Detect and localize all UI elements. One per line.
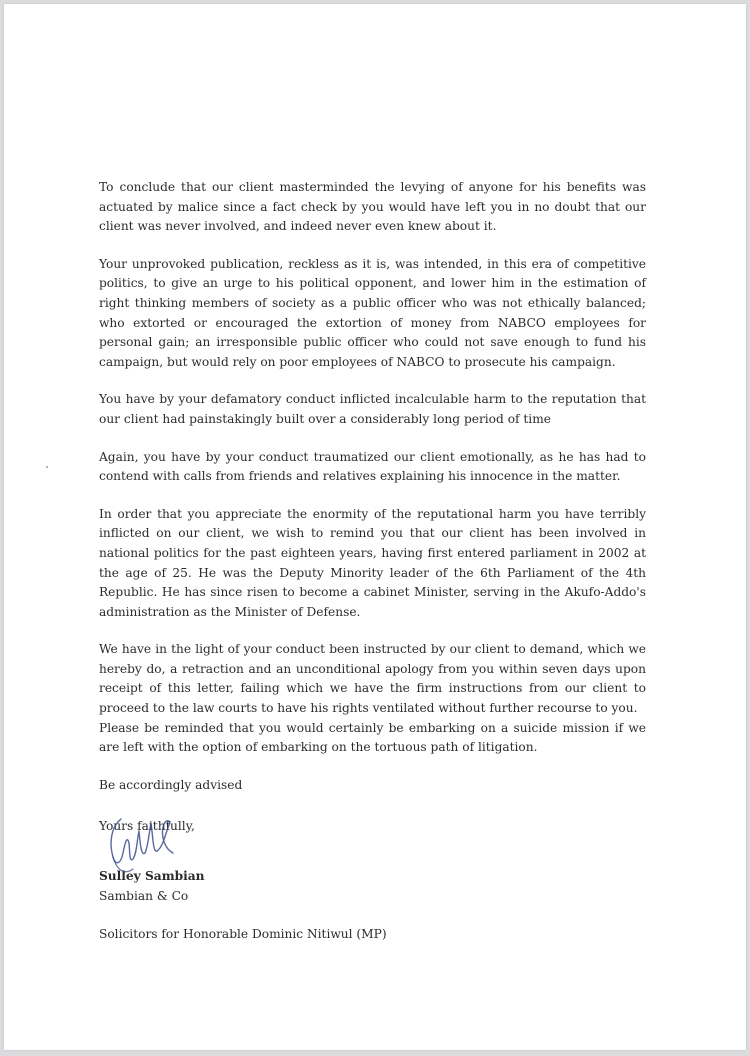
solicitors-line: Solicitors for Honorable Dominic Nitiwul (MP) — [99, 927, 387, 942]
signature-icon — [107, 813, 177, 883]
signer-name: Sulley Sambian — [99, 869, 205, 884]
paragraph-publication: Your unprovoked publication, reckless as it is, was intended, in this era of competitive politics, to give an urge to his political opponent, and lower him in the estimation of right thinking members of society as a public officer who was not ethically balanced; who extorted or encouraged the extortion of money from NABCO employees for personal gain; an irresponsible public officer who could not save enough to fund his campaign, but would rely on poor employees of NABCO to prosecute his campaign. — [99, 256, 646, 369]
valediction: Yours faithfully, — [99, 819, 195, 834]
paragraph-harm: You have by your defamatory conduct inflicted incalculable harm to the reputation that our client had painstakingly built over a considerably long period of time — [99, 392, 646, 426]
paragraph-trauma: Again, you have by your conduct traumatized our client emotionally, as he has had to contend with calls from friends and relatives explaining his innocence in the matter. — [99, 449, 646, 484]
scan-speck — [46, 466, 48, 468]
closing-line: Be accordingly advised — [99, 777, 243, 792]
firm-name: Sambian & Co — [99, 888, 189, 903]
paragraph-background: In order that you appreciate the enormity of the reputational harm you have terribly inflicted on our client, we wish to remind you that our client has been involved in national politics for the past eighteen years, having first entered parliament in 2002 at the age of 25. He was the Deputy Minority leader of the 6th Parliament of the 4th Republic. He has since risen to become a cabinet Minister, serving in the Akufo-Addo's administration as the Minister of Defense. — [99, 506, 646, 619]
paragraph-conclusion: To conclude that our client masterminded the levying of anyone for his benefits was actuated by malice since a fact check by you would have left you in no doubt that our client was never involved, and indeed never even knew about it. — [99, 180, 646, 234]
valediction-block — [99, 817, 646, 837]
letter-body — [99, 178, 646, 945]
paragraph-warning: Please be reminded that you would certainly be embarking on a suicide mission if we are left with the option of embarking on the tortuous path of litigation. — [99, 720, 646, 755]
letter-page — [4, 4, 746, 1050]
paragraph-demand: We have in the light of your conduct been instructed by our client to demand, which we hereby do, a retraction and an unconditional apology from you within seven days upon receipt of this letter, failing which we have the firm instructions from our client to proceed to the law courts to have his rights ventilated without further recourse to you. — [99, 642, 646, 716]
